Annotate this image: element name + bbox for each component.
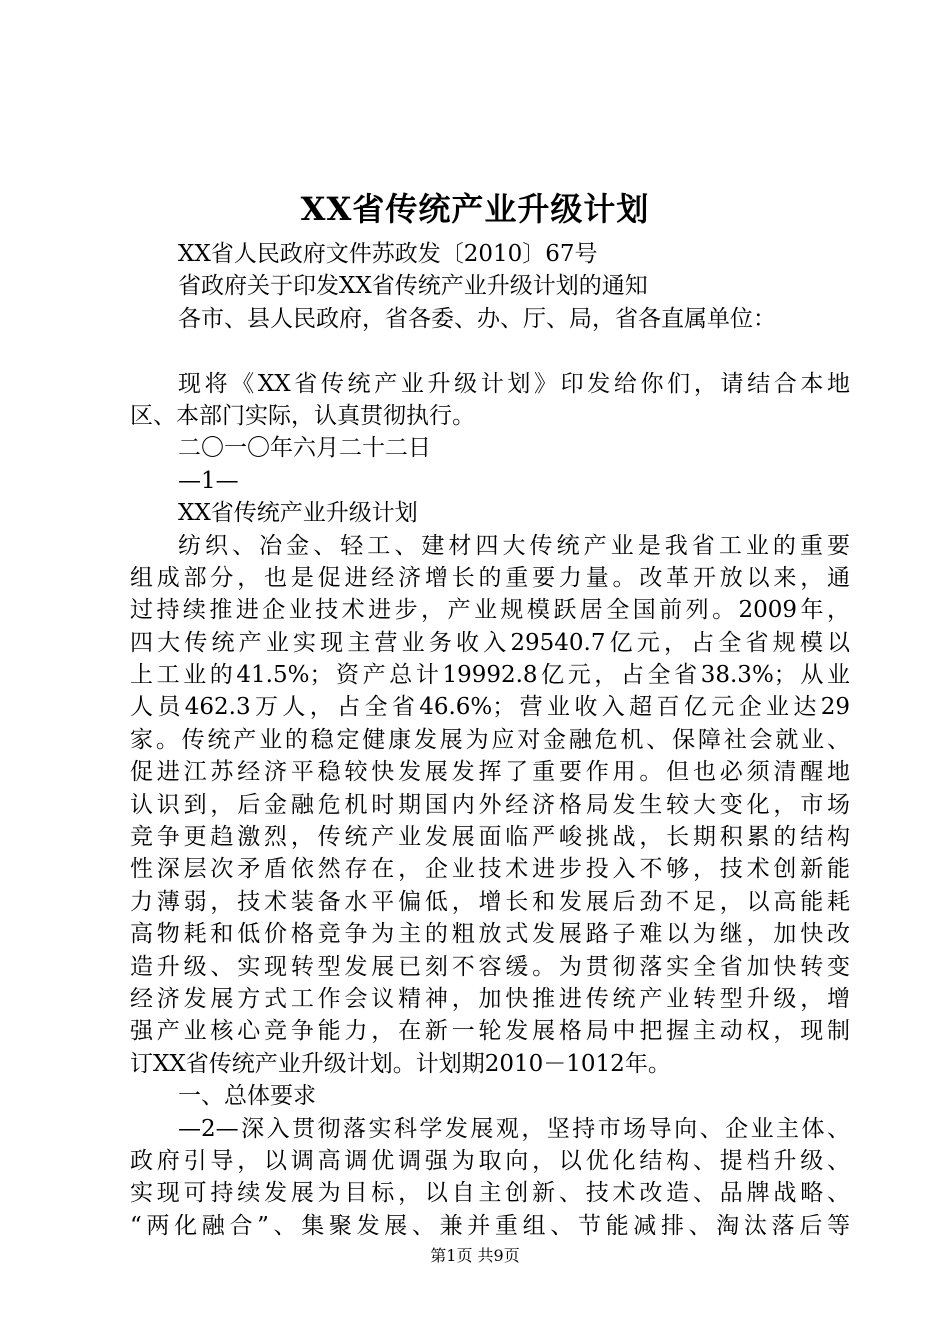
section-text-line: “两化融合”、集聚发展、兼并重组、节能减排、淘汰落后等 <box>130 1212 850 1239</box>
notice-text-line: 区、本部门实际，认真贯彻执行。 <box>130 402 475 429</box>
section-text-line: —2—深入贯彻落实科学发展观，坚持市场导向、企业主体、 <box>178 1115 850 1142</box>
body-text-line: 性深层次矛盾依然存在，企业技术进步投入不够，技术创新能 <box>130 856 850 883</box>
body-text-line: 上工业的41.5%；资产总计19992.8亿元，占全省38.3%；从业 <box>130 662 850 689</box>
body-text-line: 订XX省传统产业升级计划。计划期2010－1012年。 <box>130 1050 671 1077</box>
section-text-line: 政府引导，以调高调优调强为取向，以优化结构、提档升级、 <box>130 1147 850 1174</box>
document-title: XX省传统产业升级计划 <box>300 190 650 228</box>
page-mark: —1— <box>178 467 239 494</box>
notice-title-line: 省政府关于印发XX省传统产业升级计划的通知 <box>178 273 648 300</box>
notice-text-line: 现将《XX省传统产业升级计划》印发给你们，请结合本地 <box>178 370 850 397</box>
body-text-line: 强产业核心竞争能力，在新一轮发展格局中把握主动权，现制 <box>130 1018 850 1045</box>
section-heading: 一、总体要求 <box>178 1083 316 1110</box>
body-text-line: 认识到，后金融危机时期国内外经济格局发生较大变化，市场 <box>130 791 850 818</box>
body-text-line: 纺织、冶金、轻工、建材四大传统产业是我省工业的重要 <box>178 532 850 559</box>
body-text-line: 力薄弱，技术装备水平偏低，增长和发展后劲不足，以高能耗 <box>130 888 850 915</box>
body-text-line: 竞争更趋激烈，传统产业发展面临严峻挑战，长期积累的结构 <box>130 824 850 851</box>
body-text-line: 造升级、实现转型发展已刻不容缓。为贯彻落实全省加快转变 <box>130 953 850 980</box>
page-footer: 第1页 共9页 <box>430 1246 520 1265</box>
plan-title: XX省传统产业升级计划 <box>178 500 418 527</box>
body-text-line: 高物耗和低价格竞争为主的粗放式发展路子难以为继，加快改 <box>130 921 850 948</box>
body-text-line: 过持续推进企业技术进步，产业规模跃居全国前列。2009年， <box>130 597 850 624</box>
body-text-line: 促进江苏经济平稳较快发展发挥了重要作用。但也必须清醒地 <box>130 759 850 786</box>
body-text-line: 组成部分，也是促进经济增长的重要力量。改革开放以来，通 <box>130 564 850 591</box>
body-text-line: 四大传统产业实现主营业务收入29540.7亿元，占全省规模以 <box>130 629 850 656</box>
issue-date: 二〇一〇年六月二十二日 <box>178 435 431 462</box>
document-number-line: XX省人民政府文件苏政发〔2010〕67号 <box>178 241 598 267</box>
body-text-line: 人员462.3万人，占全省46.6%；营业收入超百亿元企业达29 <box>130 694 850 721</box>
section-text-line: 实现可持续发展为目标，以自主创新、技术改造、品牌战略、 <box>130 1180 850 1207</box>
body-text-line: 经济发展方式工作会议精神，加快推进传统产业转型升级，增 <box>130 985 850 1012</box>
document-body <box>130 238 850 1242</box>
blank-line <box>130 335 850 367</box>
recipients-line: 各市、县人民政府，省各委、办、厅、局，省各直属单位： <box>178 305 776 332</box>
body-text-line: 家。传统产业的稳定健康发展为应对金融危机、保障社会就业、 <box>130 726 850 753</box>
